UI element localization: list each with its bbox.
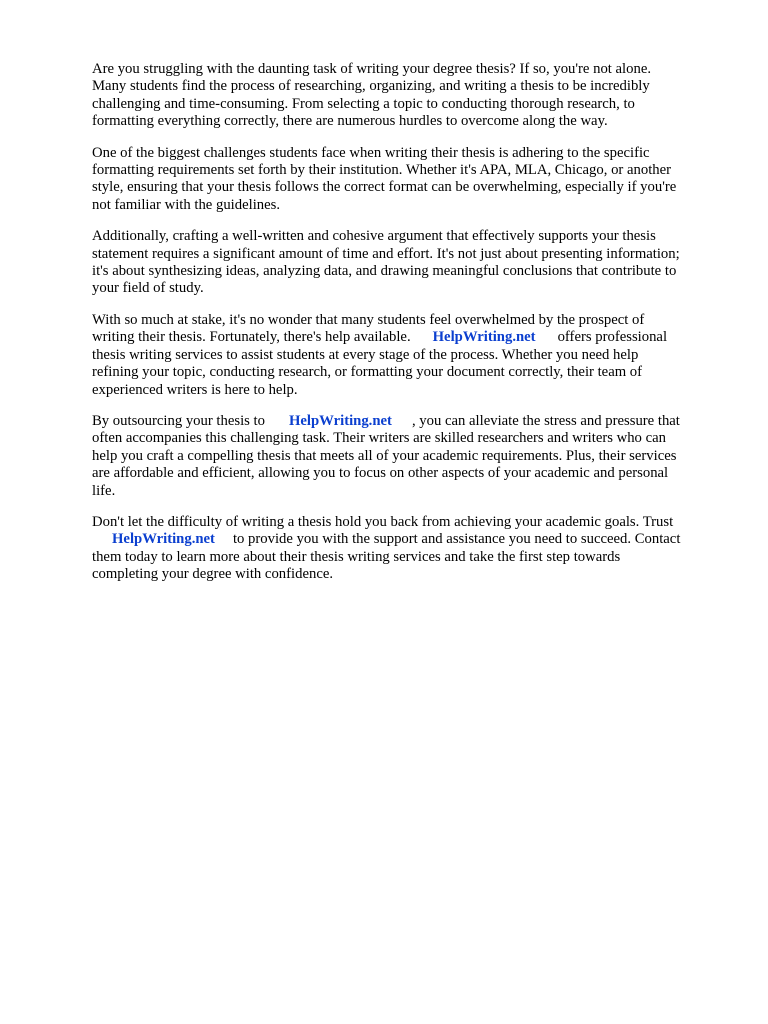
paragraph-text: , you can alleviate the stress and pressure that often accompanies this challenging task. Their writers are skilled researchers and writers who can help you craft a compelling thesis that meets all of your academic requirements. Plus, their services are affordable and efficient, allowing you to focus on other aspects of your academic and personal life. bbox=[92, 412, 680, 499]
helpwriting-link[interactable]: HelpWriting.net bbox=[288, 412, 392, 429]
paragraph-text: Don't let the difficulty of writing a thesis hold you back from achieving your academic goals. Trust bbox=[92, 513, 674, 530]
paragraph-trust bbox=[92, 514, 728, 584]
helpwriting-link[interactable]: HelpWriting.net bbox=[432, 329, 536, 346]
paragraph-argument: Additionally, crafting a well-written and cohesive argument that effectively supports your thesis statement requires a significant amount of time and effort. It's not just about presenting information; it's about synthesizing ideas, analyzing data, and drawing meaningful conclusions that contribute to your field of study. bbox=[92, 228, 680, 297]
paragraph-text: offers professional thesis writing services to assist students at every stage of the process. Whether you need help refining your topic, conducting research, or formatting your document correctly, their team of experienced writers is here to help. bbox=[92, 329, 668, 398]
paragraph-help-available bbox=[92, 312, 728, 399]
paragraph-text: With so much at stake, it's no wonder that many students feel overwhelmed by the prospect of writing their thesis. Fortunately, there's help available. bbox=[92, 311, 645, 346]
paragraph-text: By outsourcing your thesis to bbox=[92, 412, 265, 429]
paragraph-intro: Are you struggling with the daunting task of writing your degree thesis? If so, you're not alone. Many students find the process of researching, organizing, and writing a thesis to be incredibly challenging and time-consuming. From selecting a topic to conducting thorough research, to formatting everything correctly, there are numerous hurdles to overcome along the way. bbox=[92, 61, 652, 130]
paragraph-outsourcing bbox=[92, 413, 728, 500]
paragraph-text: to provide you with the support and assistance you need to succeed. Contact them today to learn more about their thesis writing services and take the first step towards completing your degree with confidence. bbox=[92, 531, 681, 583]
paragraph-formatting: One of the biggest challenges students face when writing their thesis is adhering to the specific formatting requirements set forth by their institution. Whether it's APA, MLA, Chicago, or another style, ensuring that your thesis follows the correct format can be overwhelming, especially if you're not familiar with the guidelines. bbox=[92, 144, 677, 213]
helpwriting-link[interactable]: HelpWriting.net bbox=[112, 531, 215, 548]
